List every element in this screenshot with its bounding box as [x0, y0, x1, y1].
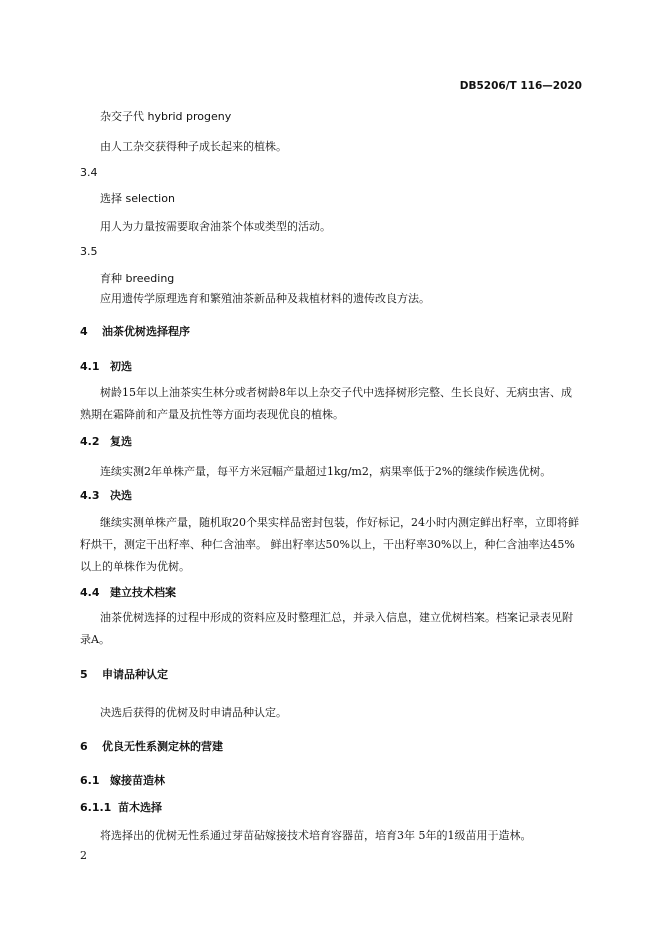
section-4-3-text: 继续实测单株产量，随机取20个果实样品密封包装，作好标记，24小时内测定鲜出籽率，立即将鲜籽烘干，测定干出籽率、种仁含油率。 鲜出籽率达50%以上，干出籽率30%以上，种仁含油率达45%以上的单株作为优树。	[80, 516, 579, 573]
subsection-title: 复选	[110, 435, 132, 448]
definition-selection: 用人为力量按需要取舍油茶个体或类型的活动。	[100, 220, 331, 233]
section-4-2-heading	[80, 433, 132, 449]
section-number: 4	[80, 325, 88, 338]
section-title: 申请品种认定	[102, 668, 168, 681]
term-selection: 选择 selection	[100, 192, 175, 205]
document-code: DB5206/T 116—2020	[459, 80, 582, 92]
clause-number-3-5: 3.5	[80, 245, 98, 258]
section-6-heading	[80, 738, 223, 754]
subsubsection-title: 苗木选择	[118, 801, 162, 814]
section-title: 优良无性系测定林的营建	[102, 740, 223, 753]
term-hybrid-progeny: 杂交子代 hybrid progeny	[100, 110, 232, 123]
subsection-number: 4.2	[80, 435, 100, 448]
definition-breeding: 应用遗传学原理选育和繁殖油茶新品种及栽植材料的遗传改良方法。	[100, 292, 430, 305]
subsection-number: 6.1	[80, 774, 100, 787]
section-4-4-text: 油茶优树选择的过程中形成的资料应及时整理汇总，并录入信息，建立优树档案。档案记录表见附录A。	[80, 611, 573, 646]
section-4-4-heading	[80, 584, 176, 600]
section-number: 6	[80, 740, 88, 753]
section-6-1-1-heading	[80, 799, 162, 815]
subsection-number: 4.3	[80, 489, 100, 502]
definition-hybrid-progeny: 由人工杂交获得种子成长起来的植株。	[100, 140, 287, 153]
section-number: 5	[80, 668, 88, 681]
term-breeding: 育种 breeding	[100, 272, 175, 285]
page-number: 2	[80, 849, 87, 862]
section-5-heading	[80, 666, 168, 682]
section-6-1-1-text: 将选择出的优树无性系通过芽苗砧嫁接技术培育容器苗，培育3年 5年的1级苗用于造林。	[100, 829, 532, 842]
subsection-title: 决选	[110, 489, 132, 502]
subsection-number: 4.1	[80, 360, 100, 373]
subsection-title: 嫁接苗造林	[110, 774, 165, 787]
section-6-1-heading	[80, 772, 165, 788]
section-4-1-text: 树龄15年以上油茶实生林分或者树龄8年以上杂交子代中选择树形完整、生长良好、无病虫害、成熟期在霜降前和产量及抗性等方面均表现优良的植株。	[80, 386, 572, 421]
subsubsection-number: 6.1.1	[80, 801, 112, 814]
section-title: 油茶优树选择程序	[102, 325, 190, 338]
section-5-text: 决选后获得的优树及时申请品种认定。	[100, 706, 287, 719]
subsection-title: 初选	[110, 360, 132, 373]
subsection-number: 4.4	[80, 586, 100, 599]
section-4-heading	[80, 323, 190, 339]
section-4-2-text: 连续实测2年单株产量，每平方米冠幅产量超过1kg/m2，病果率低于2%的继续作候选优树。	[100, 465, 552, 478]
subsection-title: 建立技术档案	[110, 586, 176, 599]
section-4-1-heading	[80, 358, 132, 374]
section-4-3-heading	[80, 487, 132, 503]
clause-number-3-4: 3.4	[80, 166, 98, 179]
